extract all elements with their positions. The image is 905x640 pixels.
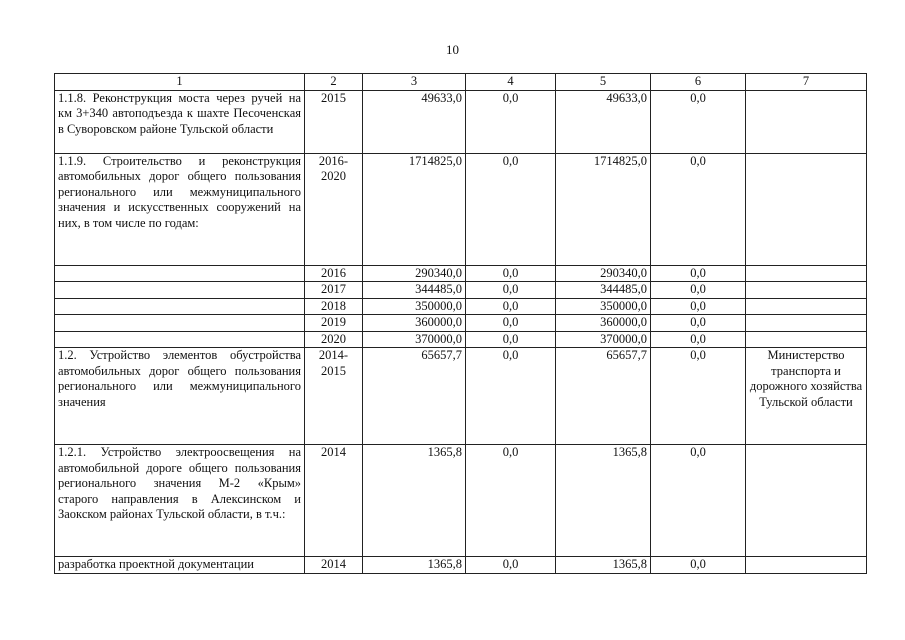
header-col-1: 1 <box>55 74 305 91</box>
row-regional: 290340,0 <box>556 265 651 282</box>
row-name: 1.2. Устройство элементов обустройства автомобильных дорог общего пользования регионального или межмуниципального значения <box>55 348 305 445</box>
row-other: 0,0 <box>651 331 746 348</box>
row-executor <box>746 265 867 282</box>
row-name <box>55 282 305 299</box>
row-federal: 0,0 <box>466 331 556 348</box>
row-executor: Министерство транспорта и дорожного хозяйства Тульской области <box>746 348 867 445</box>
row-federal: 0,0 <box>466 90 556 153</box>
table-row <box>55 153 867 265</box>
table-row <box>55 331 867 348</box>
header-col-5: 5 <box>556 74 651 91</box>
row-name: разработка проектной документации <box>55 557 305 574</box>
row-federal: 0,0 <box>466 348 556 445</box>
row-federal: 0,0 <box>466 557 556 574</box>
row-period: 2017 <box>305 282 363 299</box>
row-executor <box>746 315 867 332</box>
row-name: 1.1.8. Реконструкция моста через ручей на км 3+340 автоподъезда к шахте Песоченская в Суворовском районе Тульской области <box>55 90 305 153</box>
row-name: 1.2.1. Устройство электроосвещения на автомобильной дороге общего пользования регионального значения М-2 «Крым» старого направления в Алексинском и Заокском районах Тульской области, в т.ч.: <box>55 445 305 557</box>
table-row <box>55 557 867 574</box>
row-total: 360000,0 <box>363 315 466 332</box>
row-executor <box>746 298 867 315</box>
row-regional: 344485,0 <box>556 282 651 299</box>
row-regional: 370000,0 <box>556 331 651 348</box>
row-period: 2014 <box>305 445 363 557</box>
row-other: 0,0 <box>651 282 746 299</box>
row-executor <box>746 445 867 557</box>
row-total: 49633,0 <box>363 90 466 153</box>
row-period: 2020 <box>305 331 363 348</box>
row-total: 1365,8 <box>363 557 466 574</box>
row-period: 2018 <box>305 298 363 315</box>
row-federal: 0,0 <box>466 282 556 299</box>
page-number: 10 <box>446 42 459 57</box>
row-regional: 49633,0 <box>556 90 651 153</box>
row-executor <box>746 153 867 265</box>
table-row <box>55 265 867 282</box>
row-total: 65657,7 <box>363 348 466 445</box>
table-row <box>55 282 867 299</box>
row-other: 0,0 <box>651 90 746 153</box>
table-row <box>55 315 867 332</box>
header-col-6: 6 <box>651 74 746 91</box>
row-other: 0,0 <box>651 557 746 574</box>
table-row <box>55 348 867 445</box>
table-row <box>55 298 867 315</box>
row-total: 344485,0 <box>363 282 466 299</box>
row-executor <box>746 557 867 574</box>
row-other: 0,0 <box>651 265 746 282</box>
row-federal: 0,0 <box>466 445 556 557</box>
row-total: 350000,0 <box>363 298 466 315</box>
row-regional: 1714825,0 <box>556 153 651 265</box>
header-col-3: 3 <box>363 74 466 91</box>
row-other: 0,0 <box>651 348 746 445</box>
row-total: 1714825,0 <box>363 153 466 265</box>
row-period: 2014 <box>305 557 363 574</box>
header-col-4: 4 <box>466 74 556 91</box>
row-federal: 0,0 <box>466 298 556 315</box>
header-col-7: 7 <box>746 74 867 91</box>
row-federal: 0,0 <box>466 315 556 332</box>
header-col-2: 2 <box>305 74 363 91</box>
program-table <box>54 73 867 574</box>
row-federal: 0,0 <box>466 153 556 265</box>
row-total: 1365,8 <box>363 445 466 557</box>
row-regional: 65657,7 <box>556 348 651 445</box>
row-other: 0,0 <box>651 315 746 332</box>
row-other: 0,0 <box>651 153 746 265</box>
row-regional: 350000,0 <box>556 298 651 315</box>
row-executor <box>746 90 867 153</box>
table-row <box>55 90 867 153</box>
header-row <box>55 74 867 91</box>
row-executor <box>746 282 867 299</box>
row-period: 2014-2015 <box>305 348 363 445</box>
row-period: 2016-2020 <box>305 153 363 265</box>
table-row <box>55 445 867 557</box>
row-other: 0,0 <box>651 298 746 315</box>
row-name <box>55 298 305 315</box>
row-executor <box>746 331 867 348</box>
row-name: 1.1.9. Строительство и реконструкция автомобильных дорог общего пользования регионального или межмуниципального значения и искусственных сооружений на них, в том числе по годам: <box>55 153 305 265</box>
row-total: 370000,0 <box>363 331 466 348</box>
row-name <box>55 265 305 282</box>
row-total: 290340,0 <box>363 265 466 282</box>
row-period: 2015 <box>305 90 363 153</box>
row-regional: 1365,8 <box>556 445 651 557</box>
row-other: 0,0 <box>651 445 746 557</box>
row-regional: 360000,0 <box>556 315 651 332</box>
row-name <box>55 315 305 332</box>
row-regional: 1365,8 <box>556 557 651 574</box>
row-period: 2019 <box>305 315 363 332</box>
row-name <box>55 331 305 348</box>
row-period: 2016 <box>305 265 363 282</box>
row-federal: 0,0 <box>466 265 556 282</box>
